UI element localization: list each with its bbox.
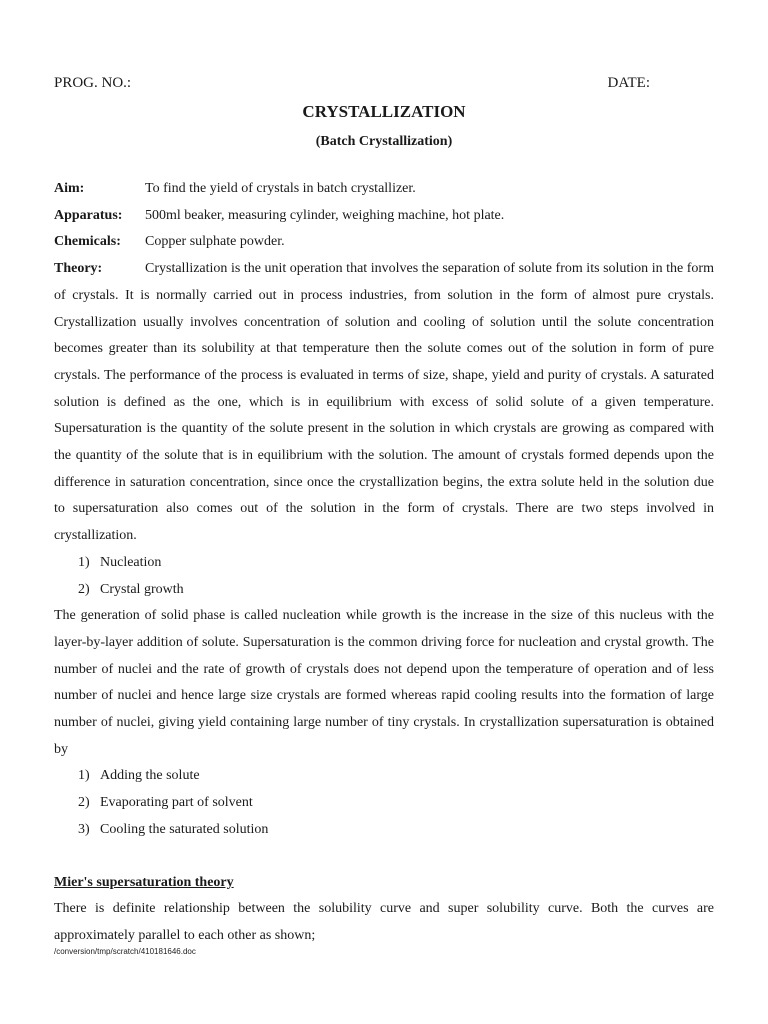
list-number: 1) [78,554,90,570]
list-number: 3) [78,821,90,837]
list-number: 2) [78,795,90,811]
apparatus-field [54,203,714,230]
header-row [54,75,714,92]
aim-label: Aim: [54,181,85,196]
list-item [54,790,714,817]
apparatus-value: 500ml beaker, measuring cylinder, weighing machine, hot plate. [145,207,505,223]
document-body [54,176,714,950]
date-label: DATE: [607,75,650,91]
aim-value: To find the yield of crystals in batch crystallizer. [145,181,416,196]
list-number: 2) [78,581,90,597]
list-item [54,817,714,844]
steps-list [54,550,714,603]
footer-file-path: /conversion/tmp/scratch/410181646.doc [54,947,196,956]
theory-label: Theory: [54,261,103,277]
theory-relationship-paragraph: There is definite relationship between the solubility curve and super solubility curve. Both the curves are approximately parallel to each other as shown; [54,901,714,943]
theory-paragraph [54,256,714,550]
list-item [54,577,714,604]
chemicals-value: Copper sulphate powder. [145,234,285,250]
theory-text: Crystallization is the unit operation that involves the separation of solute from its solution in the form of crystals. It is normally carried out in process industries, from solution in the form of almost pure crystals. Crystallization usually involves concentration of solution and cooling of solution until the solute concentration becomes greater than its solubility at that temperature then the solute comes out of the solution in form of pure crystals. The performance of the process is evaluated in terms of size, shape, yield and purity of crystals. A saturated solution is defined as the one, which is in equilibrium with excess of solid solute of a given temperature. Supersaturation is the quantity of the solute present in the solution in which crystals are growing as compared with the quantity of the solute that is in equilibrium with the solution. The amount of crystals formed depends upon the difference in saturation concentration, since once the crystallization begins, the extra solute held in the solution due to supersaturation also comes out of the solution in the form of crystals. There are two steps involved in crystallization. [54,261,714,544]
document-subtitle: (Batch Crystallization) [315,134,453,149]
list-text: Nucleation [100,554,162,570]
list-text: Evaporating part of solvent [100,795,253,811]
chemicals-label: Chemicals: [54,234,121,250]
section-heading: Mier's supersaturation theory [54,874,234,890]
list-number: 1) [78,768,90,784]
chemicals-field [54,229,714,256]
aim-field [54,176,714,203]
nucleation-paragraph: The generation of solid phase is called nucleation while growth is the increase in the size of this nucleus with the layer-by-layer addition of solute. Supersaturation is the common driving force for nucleation and crystal growth. The number of nuclei and the rate of growth of crystals does not depend upon the temperature of operation and of less number of nuclei and hence large size crystals are formed whereas rapid cooling results into the formation of large number of nuclei, giving yield containing large number of tiny crystals. In crystallization supersaturation is obtained by [54,608,714,757]
prog-no-label: PROG. NO.: [54,75,132,91]
methods-list [54,763,714,843]
document-title: CRYSTALLIZATION [302,102,466,121]
list-item [54,763,714,790]
list-item [54,550,714,577]
apparatus-label: Apparatus: [54,207,123,223]
list-text: Cooling the saturated solution [100,821,269,837]
list-text: Crystal growth [100,581,184,597]
list-text: Adding the solute [100,768,200,784]
